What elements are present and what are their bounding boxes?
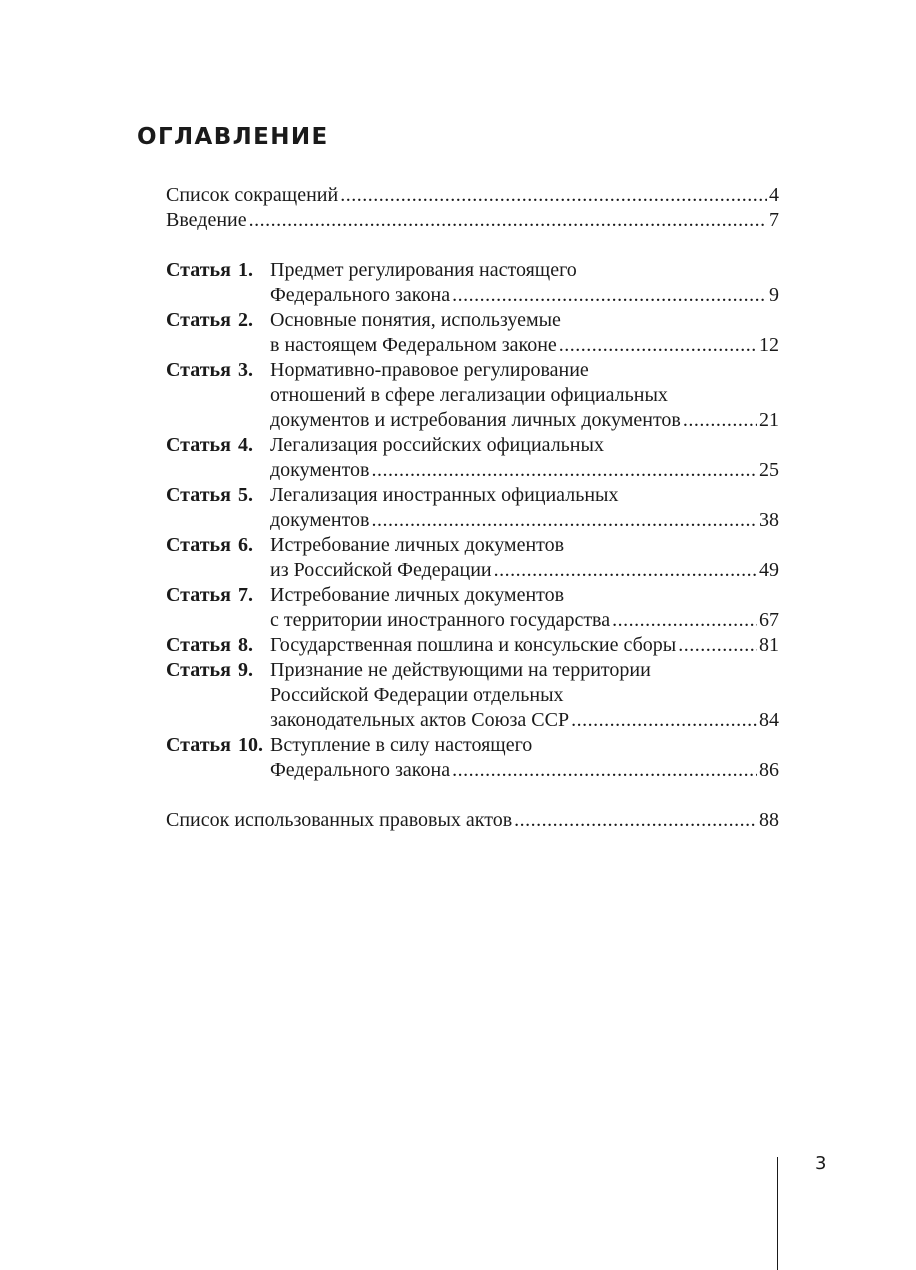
- article-title-line: Федерального закона: [270, 759, 451, 781]
- article-title-line: Истребование личных документов: [270, 584, 565, 606]
- article-title-line: документов: [270, 459, 370, 481]
- article-title-line: Нормативно-правовое регулирование: [270, 359, 589, 381]
- dot-leader: [571, 708, 757, 733]
- toc-entry-article-10[interactable]: [166, 733, 779, 783]
- spacer: [166, 233, 779, 258]
- dot-leader: [612, 608, 757, 633]
- article-number: 7.: [238, 584, 253, 606]
- article-word: Статья: [166, 634, 231, 656]
- toc-page-number: 25: [759, 459, 779, 481]
- spacer: [166, 783, 779, 808]
- article-label: [166, 258, 270, 308]
- article-word: Статья: [166, 484, 231, 506]
- article-number: 2.: [238, 309, 253, 331]
- article-label: [166, 633, 270, 658]
- toc-page-number: 86: [759, 759, 779, 781]
- article-label: [166, 483, 270, 533]
- toc-entry-title: Введение: [166, 209, 247, 231]
- toc-page-number: 49: [759, 559, 779, 581]
- article-word: Статья: [166, 259, 231, 281]
- dot-leader: [559, 333, 757, 358]
- toc-entry-article-8[interactable]: [166, 633, 779, 658]
- article-word: Статья: [166, 534, 231, 556]
- article-word: Статья: [166, 659, 231, 681]
- article-title-line: Легализация российских официальных: [270, 434, 604, 456]
- dot-leader: [372, 458, 757, 483]
- article-number: 1.: [238, 259, 253, 281]
- article-word: Статья: [166, 309, 231, 331]
- article-title-line: отношений в сфере легализации официальных: [270, 384, 668, 406]
- toc-entry-article-1[interactable]: [166, 258, 779, 308]
- article-number: 3.: [238, 359, 253, 381]
- article-number: 10.: [238, 734, 263, 756]
- toc-entry-legal-acts[interactable]: [166, 808, 779, 833]
- dot-leader: [514, 808, 757, 833]
- toc-page-number: 4: [769, 184, 779, 206]
- article-title-line: Легализация иностранных официальных: [270, 484, 619, 506]
- dot-leader: [452, 758, 757, 783]
- toc-page-number: 67: [759, 609, 779, 631]
- toc-entry-introduction[interactable]: [166, 208, 779, 233]
- toc-page-number: 38: [759, 509, 779, 531]
- article-word: Статья: [166, 434, 231, 456]
- toc-entry-article-2[interactable]: [166, 308, 779, 358]
- article-label: [166, 733, 270, 783]
- toc-entry-abbreviations[interactable]: [166, 183, 779, 208]
- article-title-line: с территории иностранного государства: [270, 609, 611, 631]
- dot-leader: [372, 508, 757, 533]
- article-title-line: Вступление в силу настоящего: [270, 734, 533, 756]
- dot-leader: [452, 283, 767, 308]
- dot-leader: [678, 633, 757, 658]
- dot-leader: [340, 183, 767, 208]
- article-title-line: Государственная пошлина и консульские сборы: [270, 634, 677, 656]
- article-title-line: законодательных актов Союза ССР: [270, 709, 570, 731]
- toc-page-number: 9: [769, 284, 779, 306]
- toc-page-number: 81: [759, 634, 779, 656]
- article-title-line: Федерального закона: [270, 284, 451, 306]
- article-number: 9.: [238, 659, 253, 681]
- article-label: [166, 533, 270, 583]
- toc-entry-article-7[interactable]: [166, 583, 779, 633]
- margin-rule: [777, 1157, 778, 1270]
- article-label: [166, 358, 270, 433]
- toc-page-number: 7: [769, 209, 779, 231]
- article-number: 6.: [238, 534, 253, 556]
- dot-leader: [494, 558, 757, 583]
- toc-entry-article-3[interactable]: [166, 358, 779, 433]
- article-word: Статья: [166, 584, 231, 606]
- article-title-line: Истребование личных документов: [270, 534, 565, 556]
- article-title-line: в настоящем Федеральном законе: [270, 334, 557, 356]
- article-title-line: Основные понятия, используемые: [270, 309, 561, 331]
- toc-page-number: 88: [759, 809, 779, 831]
- article-word: Статья: [166, 359, 231, 381]
- page-title: ОГЛАВЛЕНИЕ: [137, 124, 329, 150]
- table-of-contents: [166, 183, 779, 833]
- dot-leader: [249, 208, 767, 233]
- toc-entry-title: Список использованных правовых актов: [166, 809, 513, 831]
- article-label: [166, 433, 270, 483]
- article-title-line: Признание не действующими на территории: [270, 659, 651, 681]
- page-number: 3: [815, 1153, 827, 1174]
- article-label: [166, 658, 270, 733]
- article-word: Статья: [166, 734, 231, 756]
- article-label: [166, 308, 270, 358]
- article-label: [166, 583, 270, 633]
- toc-page-number: 12: [759, 334, 779, 356]
- toc-page-number: 21: [759, 409, 779, 431]
- toc-entry-article-4[interactable]: [166, 433, 779, 483]
- toc-entry-article-6[interactable]: [166, 533, 779, 583]
- article-title-line: документов и истребования личных документов: [270, 409, 681, 431]
- dot-leader: [683, 408, 757, 433]
- toc-page-number: 84: [759, 709, 779, 731]
- article-title-line: документов: [270, 509, 370, 531]
- toc-entry-article-5[interactable]: [166, 483, 779, 533]
- toc-entry-article-9[interactable]: [166, 658, 779, 733]
- toc-entry-title: Список сокращений: [166, 184, 339, 206]
- article-number: 5.: [238, 484, 253, 506]
- article-title-line: из Российской Федерации: [270, 559, 492, 581]
- article-title-line: Российской Федерации отдельных: [270, 684, 564, 706]
- article-number: 4.: [238, 434, 253, 456]
- article-number: 8.: [238, 634, 253, 656]
- article-title-line: Предмет регулирования настоящего: [270, 259, 577, 281]
